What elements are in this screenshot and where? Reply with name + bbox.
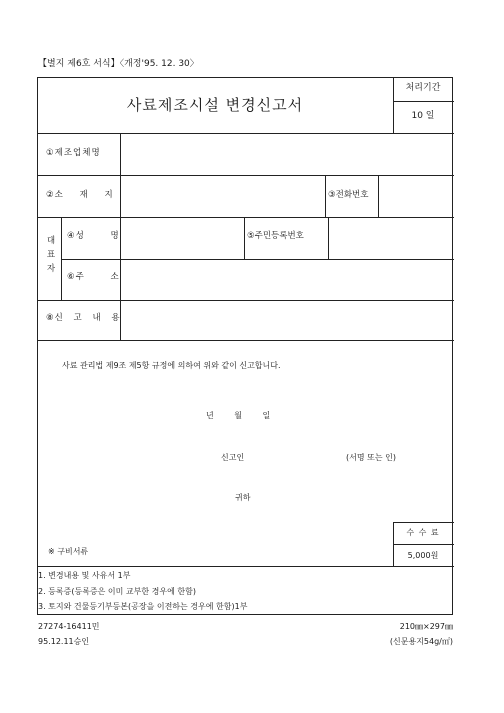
rep-address-label: ⑥주 소	[67, 272, 120, 282]
rep-vline	[61, 217, 62, 300]
label-vline	[120, 133, 121, 340]
paper-size: 210㎜×297㎜	[399, 622, 453, 631]
row-divider-title	[38, 133, 454, 134]
location-label: ②소 재 지	[46, 190, 114, 200]
row-divider-rep	[38, 300, 454, 301]
fee-label: 수 수 료	[406, 528, 440, 537]
row-divider-company	[38, 175, 454, 176]
phone-vline-left	[325, 175, 326, 217]
applicant-label: 신고인	[221, 453, 245, 462]
period-divider	[394, 101, 454, 102]
rrn-vline-right	[328, 217, 329, 259]
representative-label: 대 표 자	[46, 236, 56, 274]
fee-top-line	[394, 522, 454, 523]
signature-label: (서명 또는 인)	[346, 453, 396, 462]
fee-value: 5,000원	[407, 551, 439, 560]
row-divider-location	[38, 217, 454, 218]
docs-divider	[38, 566, 454, 567]
phone-label: ③전화번호	[328, 190, 369, 200]
required-doc-item: 3. 토지와 건물등기부등본(공장을 이전하는 경우에 한함)1부	[38, 602, 248, 611]
addressee: 귀하	[235, 493, 251, 502]
rrn-vline-left	[244, 217, 245, 259]
required-docs-title: ※ 구비서류	[48, 547, 89, 556]
form-reference: 【별지 제6호 서식】〈개정'95. 12. 30〉	[38, 59, 199, 69]
company-name-label: ①제조업체명	[46, 148, 101, 158]
required-doc-item: 2. 등록증(등록증은 이미 교부한 경우에 한함)	[38, 587, 196, 596]
phone-vline-right	[378, 175, 379, 217]
processing-period-value: 10 일	[411, 111, 435, 121]
report-content-label: ⑧신 고 내 용	[46, 313, 121, 323]
processing-period-label: 처리기간	[405, 83, 441, 93]
rep-name-label: ④성 명	[67, 231, 120, 241]
row-divider-content	[38, 340, 454, 341]
paper-type: (신문용지54g/㎡)	[389, 637, 453, 646]
form-code: 27274-16411민	[38, 622, 100, 631]
approval-date: 95.12.11승인	[38, 637, 90, 646]
date-line: 년 월 일	[206, 411, 271, 420]
required-doc-item: 1. 변경내용 및 사유서 1부	[38, 571, 131, 580]
form-title: 사료제조시설 변경신고서	[126, 96, 304, 114]
fee-mid-line	[394, 544, 454, 545]
resident-number-label: ⑤주민등록번호	[247, 231, 304, 241]
declaration-text: 사료 관리법 제9조 제5항 규정에 의하여 위와 같이 신고합니다.	[62, 361, 281, 370]
